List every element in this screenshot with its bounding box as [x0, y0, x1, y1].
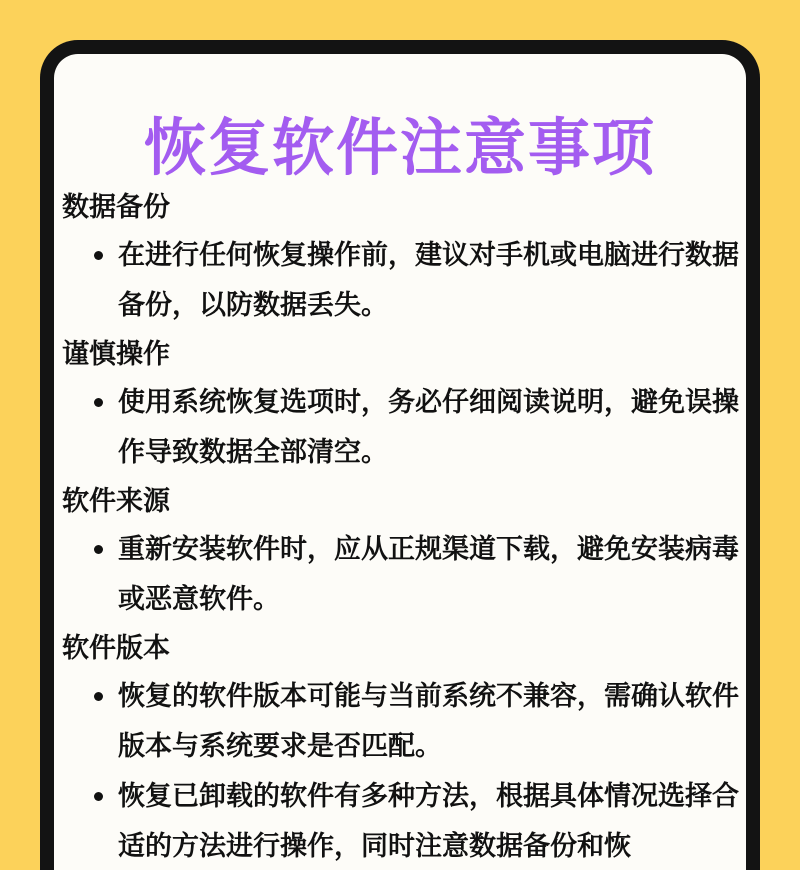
- bullet-list: [62, 378, 742, 478]
- section-software-source: [62, 478, 742, 625]
- bullet-text: 恢复已卸载的软件有多种方法，根据具体情况选择合适的方法进行操作，同时注意数据备份和恢: [118, 781, 739, 862]
- section-heading: 软件来源: [62, 486, 170, 517]
- bullet-list: [62, 672, 742, 870]
- page-title: 恢复软件注意事项: [143, 111, 656, 184]
- bullet-text: 使用系统恢复选项时，务必仔细阅读说明，避免误操作导致数据全部清空。: [118, 387, 739, 468]
- section-data-backup: [62, 184, 742, 331]
- bullet-dot-icon: [94, 398, 103, 407]
- bullet-item: [62, 231, 742, 331]
- bullet-list: [62, 231, 742, 331]
- content-card: [40, 40, 760, 870]
- bullet-item: [62, 378, 742, 478]
- bullet-dot-icon: [94, 692, 103, 701]
- bullet-dot-icon: [94, 251, 103, 260]
- bullet-text: 恢复的软件版本可能与当前系统不兼容，需确认软件版本与系统要求是否匹配。: [118, 681, 739, 762]
- content-body: [62, 184, 742, 870]
- section-heading: 数据备份: [62, 192, 170, 223]
- section-careful-operation: [62, 331, 742, 478]
- bullet-text: 在进行任何恢复操作前，建议对手机或电脑进行数据备份，以防数据丢失。: [118, 240, 739, 321]
- section-heading: 谨慎操作: [62, 339, 170, 370]
- section-software-version: [62, 625, 742, 870]
- bullet-list: [62, 525, 742, 625]
- bullet-item: [62, 772, 742, 870]
- bullet-item: [62, 525, 742, 625]
- bullet-dot-icon: [94, 545, 103, 554]
- bullet-text: 重新安装软件时，应从正规渠道下载，避免安装病毒或恶意软件。: [118, 534, 739, 615]
- bullet-dot-icon: [94, 792, 103, 801]
- section-heading: 软件版本: [62, 633, 170, 664]
- bullet-item: [62, 672, 742, 772]
